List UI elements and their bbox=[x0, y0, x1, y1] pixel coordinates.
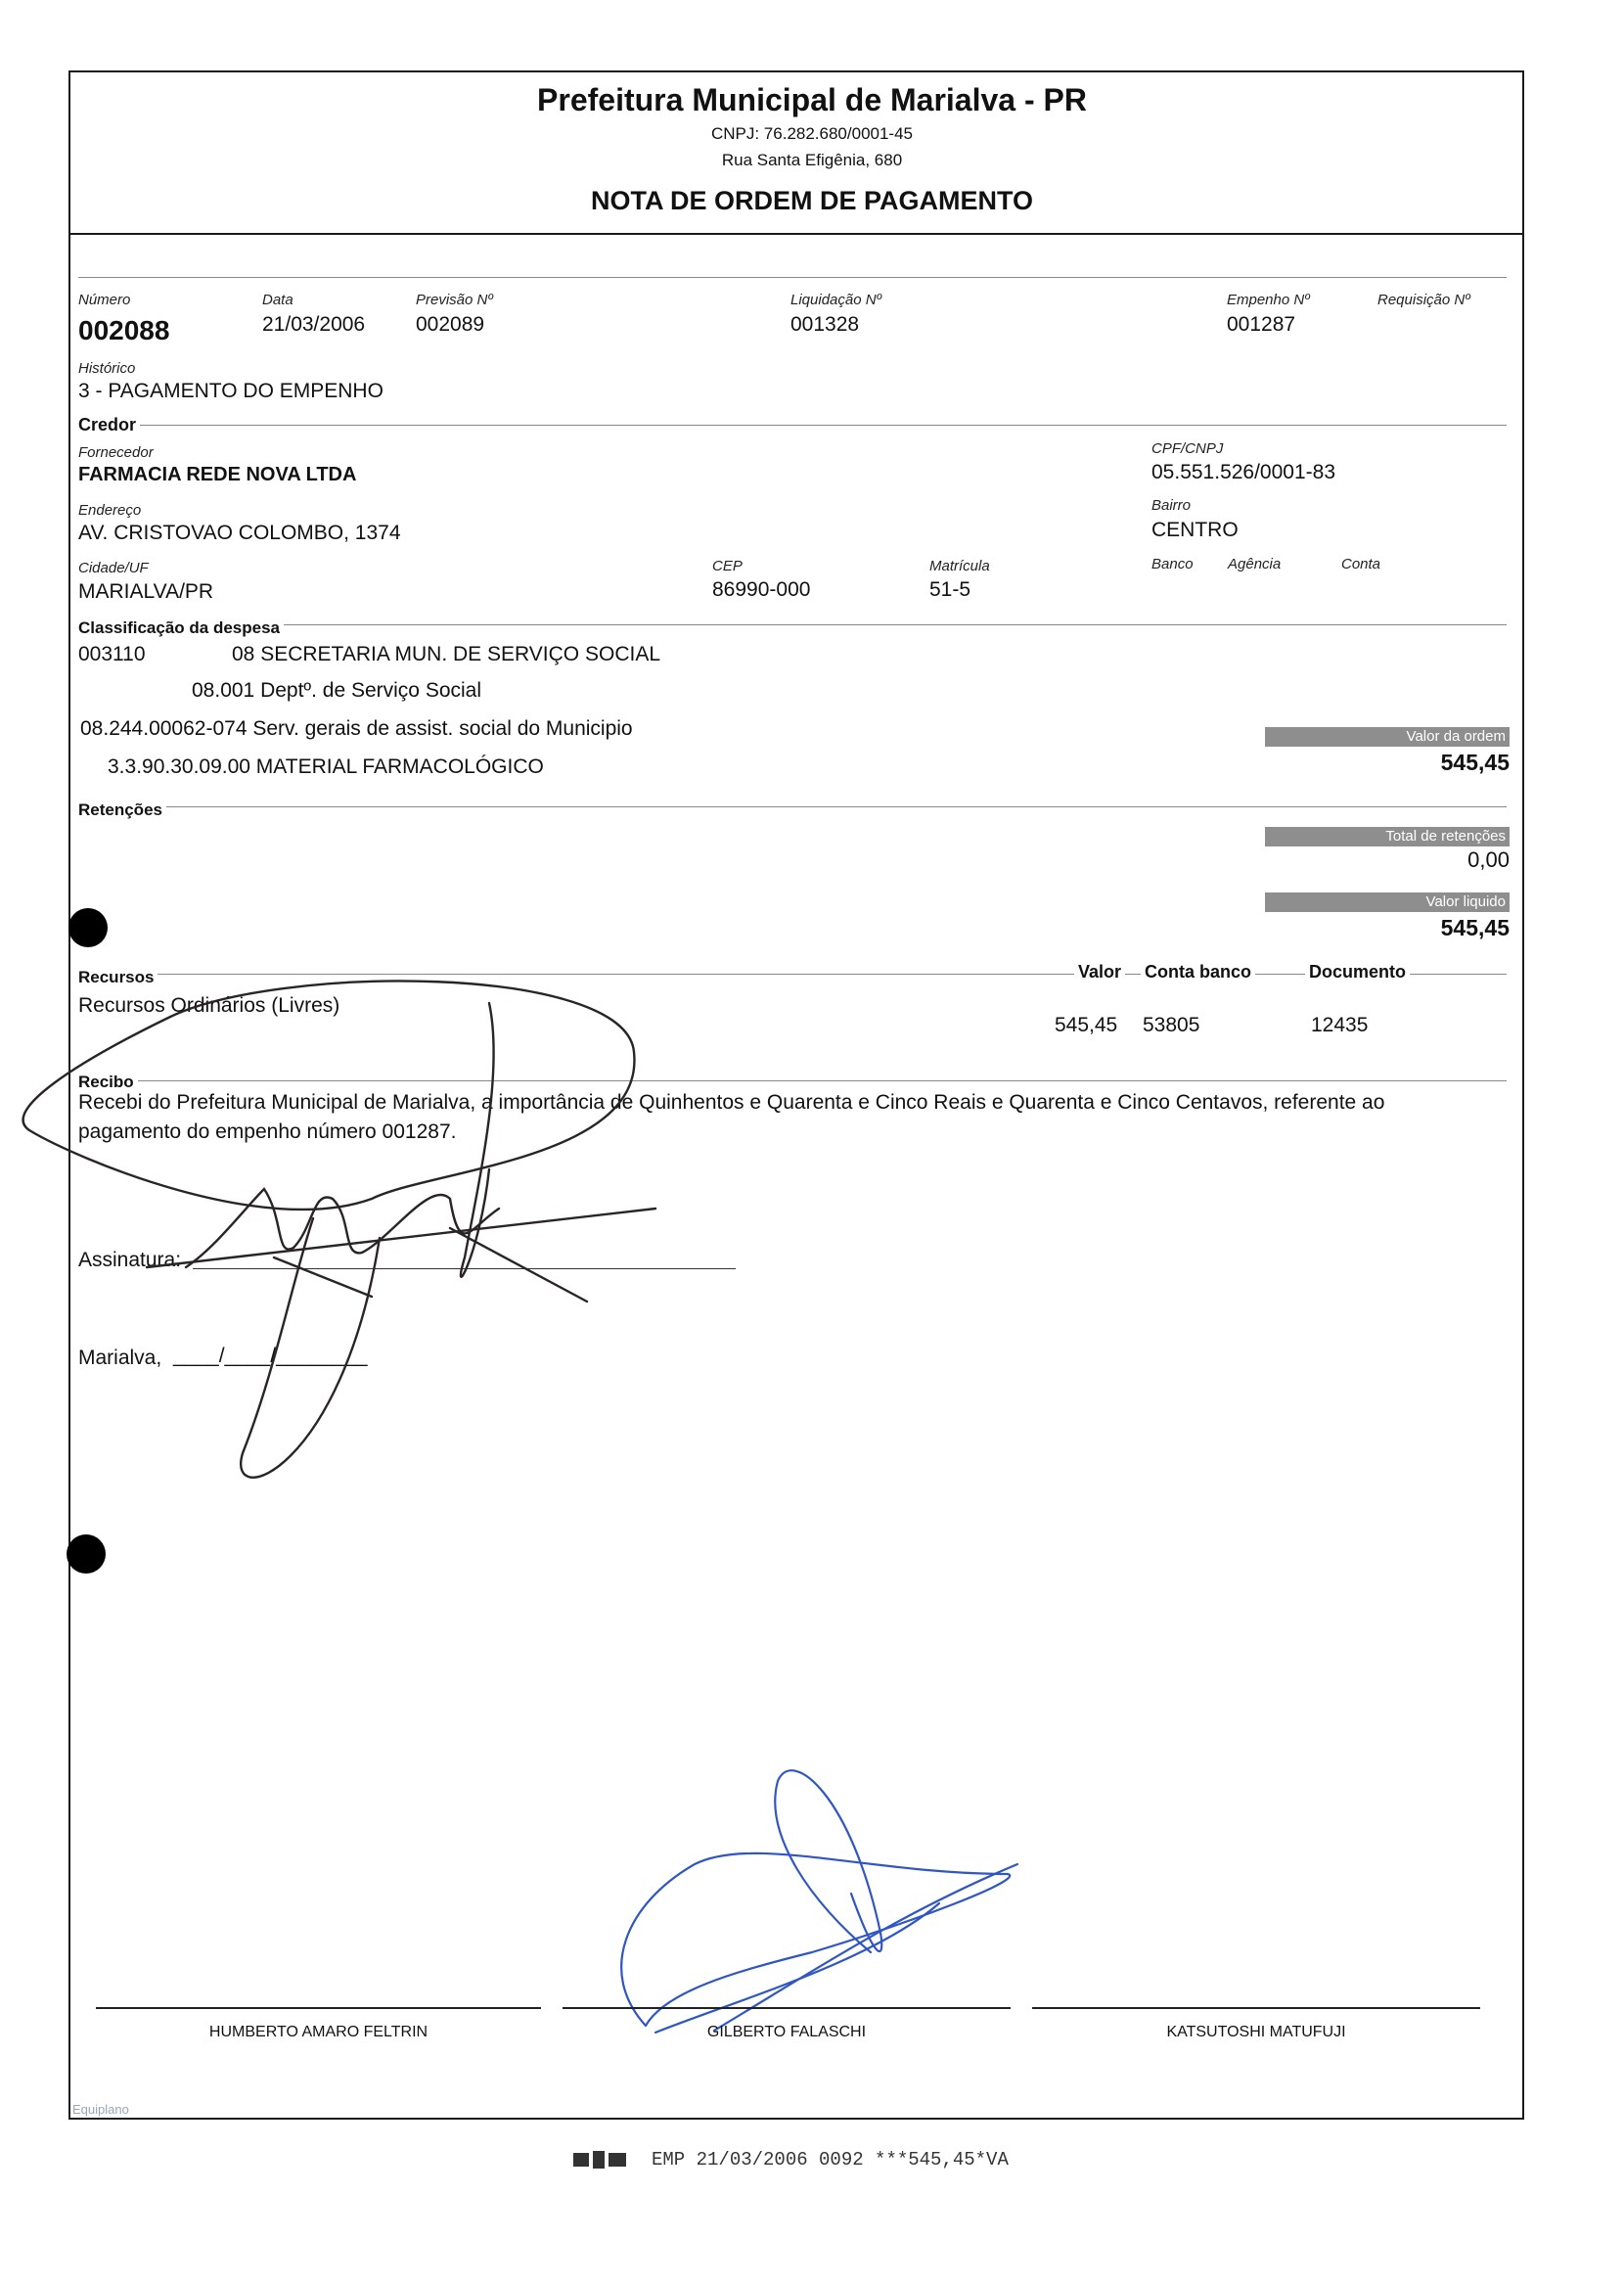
assinatura-label: Assinatura: bbox=[78, 1249, 182, 1271]
credor-rule bbox=[78, 425, 1507, 426]
liquidacao-label: Liquidação Nº bbox=[790, 292, 882, 308]
requisicao-label: Requisição Nº bbox=[1377, 292, 1470, 308]
signatory-2-name: GILBERTO FALASCHI bbox=[706, 2024, 867, 2040]
address-text: Rua Santa Efigênia, 680 bbox=[721, 151, 903, 169]
retencoes-section-title: Retenções bbox=[78, 800, 166, 820]
signature-line-2 bbox=[563, 2007, 1011, 2009]
page-title: Prefeitura Municipal de Marialva - PR bbox=[537, 82, 1087, 117]
bairro-label: Bairro bbox=[1151, 497, 1192, 514]
data-value: 21/03/2006 bbox=[262, 313, 366, 336]
signatory-1-name: HUMBERTO AMARO FELTRIN bbox=[208, 2024, 429, 2040]
signature-line-1 bbox=[96, 2007, 541, 2009]
classificacao-section-title: Classificação da despesa bbox=[78, 618, 284, 638]
valor-ordem-value: 545,45 bbox=[1440, 750, 1510, 775]
classificacao-code: 003110 bbox=[78, 643, 146, 665]
recursos-descricao: Recursos Ordinários (Livres) bbox=[78, 994, 340, 1017]
cidade-value: MARIALVA/PR bbox=[78, 580, 214, 603]
fornecedor-value: FARMACIA REDE NOVA LTDA bbox=[78, 464, 357, 485]
document-title: NOTA DE ORDEM DE PAGAMENTO bbox=[590, 186, 1033, 215]
recursos-valor-header: Valor bbox=[1074, 962, 1125, 983]
header-divider bbox=[68, 233, 1524, 235]
recursos-documento: 12435 bbox=[1311, 1014, 1369, 1036]
agencia-label: Agência bbox=[1228, 556, 1282, 572]
total-retencoes-value: 0,00 bbox=[1467, 847, 1510, 872]
valor-liquido-label: Valor liquido bbox=[1265, 892, 1510, 912]
conta-label: Conta bbox=[1341, 556, 1381, 572]
total-retencoes-label: Total de retenções bbox=[1265, 827, 1510, 846]
retencoes-rule bbox=[78, 806, 1507, 807]
empenho-label: Empenho Nº bbox=[1227, 292, 1310, 308]
recursos-conta-header: Conta banco bbox=[1141, 962, 1255, 983]
recursos-documento-header: Documento bbox=[1305, 962, 1410, 983]
recursos-conta: 53805 bbox=[1143, 1014, 1200, 1036]
recibo-line2: pagamento do empenho número 001287. bbox=[78, 1120, 457, 1143]
signature-line-3 bbox=[1032, 2007, 1480, 2009]
classificacao-line4: 3.3.90.30.09.00 MATERIAL FARMACOLÓGICO bbox=[108, 755, 544, 778]
classificacao-rule bbox=[78, 624, 1507, 625]
punch-hole-top bbox=[68, 908, 108, 947]
classificacao-line3: 08.244.00062-074 Serv. gerais de assist. social do Municipio bbox=[80, 717, 633, 740]
previsao-value: 002089 bbox=[416, 313, 485, 336]
local-date-label: Marialva, bbox=[78, 1347, 162, 1369]
handwritten-signature-receipt bbox=[20, 964, 685, 1512]
cidade-label: Cidade/UF bbox=[78, 560, 149, 576]
historico-value: 3 - PAGAMENTO DO EMPENHO bbox=[78, 380, 383, 402]
recursos-valor: 545,45 bbox=[1055, 1014, 1118, 1036]
endereco-label: Endereço bbox=[78, 502, 142, 519]
bairro-value: CENTRO bbox=[1151, 519, 1239, 541]
historico-label: Histórico bbox=[78, 360, 136, 377]
handwritten-signature-blue bbox=[616, 1757, 1027, 2050]
date-blanks: ____/____/________ bbox=[173, 1345, 368, 1367]
software-credit: Equiplano bbox=[72, 2102, 129, 2117]
printer-logo-icon bbox=[571, 2147, 630, 2172]
signatory-3-name: KATSUTOSHI MATUFUJI bbox=[1166, 2024, 1346, 2040]
ids-top-rule bbox=[78, 277, 1507, 278]
credor-section-title: Credor bbox=[78, 415, 140, 435]
cep-label: CEP bbox=[712, 558, 743, 574]
previsao-label: Previsão Nº bbox=[416, 292, 493, 308]
cnpj-text: CNPJ: 76.282.680/0001-45 bbox=[710, 124, 914, 143]
endereco-value: AV. CRISTOVAO COLOMBO, 1374 bbox=[78, 522, 401, 544]
mechanical-stamp: EMP 21/03/2006 0092 ***545,45*VA bbox=[652, 2149, 1009, 2171]
valor-liquido-value: 545,45 bbox=[1440, 915, 1510, 940]
recibo-line1: Recebi do Prefeitura Municipal de Marialva, a importância de Quinhentos e Quarenta e Cinco Reais e Quarenta e Cinco Centavos, referente ao bbox=[78, 1091, 1385, 1114]
cep-value: 86990-000 bbox=[712, 578, 811, 601]
matricula-value: 51-5 bbox=[929, 578, 971, 601]
valor-ordem-label: Valor da ordem bbox=[1265, 727, 1510, 747]
numero-label: Número bbox=[78, 292, 131, 308]
numero-value: 002088 bbox=[78, 315, 170, 345]
cpf-label: CPF/CNPJ bbox=[1151, 440, 1224, 457]
empenho-value: 001287 bbox=[1227, 313, 1296, 336]
classificacao-line1: 08 SECRETARIA MUN. DE SERVIÇO SOCIAL bbox=[232, 643, 661, 665]
classificacao-line2: 08.001 Deptº. de Serviço Social bbox=[192, 679, 482, 702]
fornecedor-label: Fornecedor bbox=[78, 444, 154, 461]
cpf-value: 05.551.526/0001-83 bbox=[1151, 461, 1336, 483]
data-label: Data bbox=[262, 292, 293, 308]
recibo-section-title: Recibo bbox=[78, 1073, 138, 1092]
punch-hole-bottom bbox=[67, 1534, 106, 1574]
matricula-label: Matrícula bbox=[929, 558, 990, 574]
banco-label: Banco bbox=[1151, 556, 1194, 572]
recursos-section-title: Recursos bbox=[78, 968, 158, 987]
liquidacao-value: 001328 bbox=[790, 313, 860, 336]
